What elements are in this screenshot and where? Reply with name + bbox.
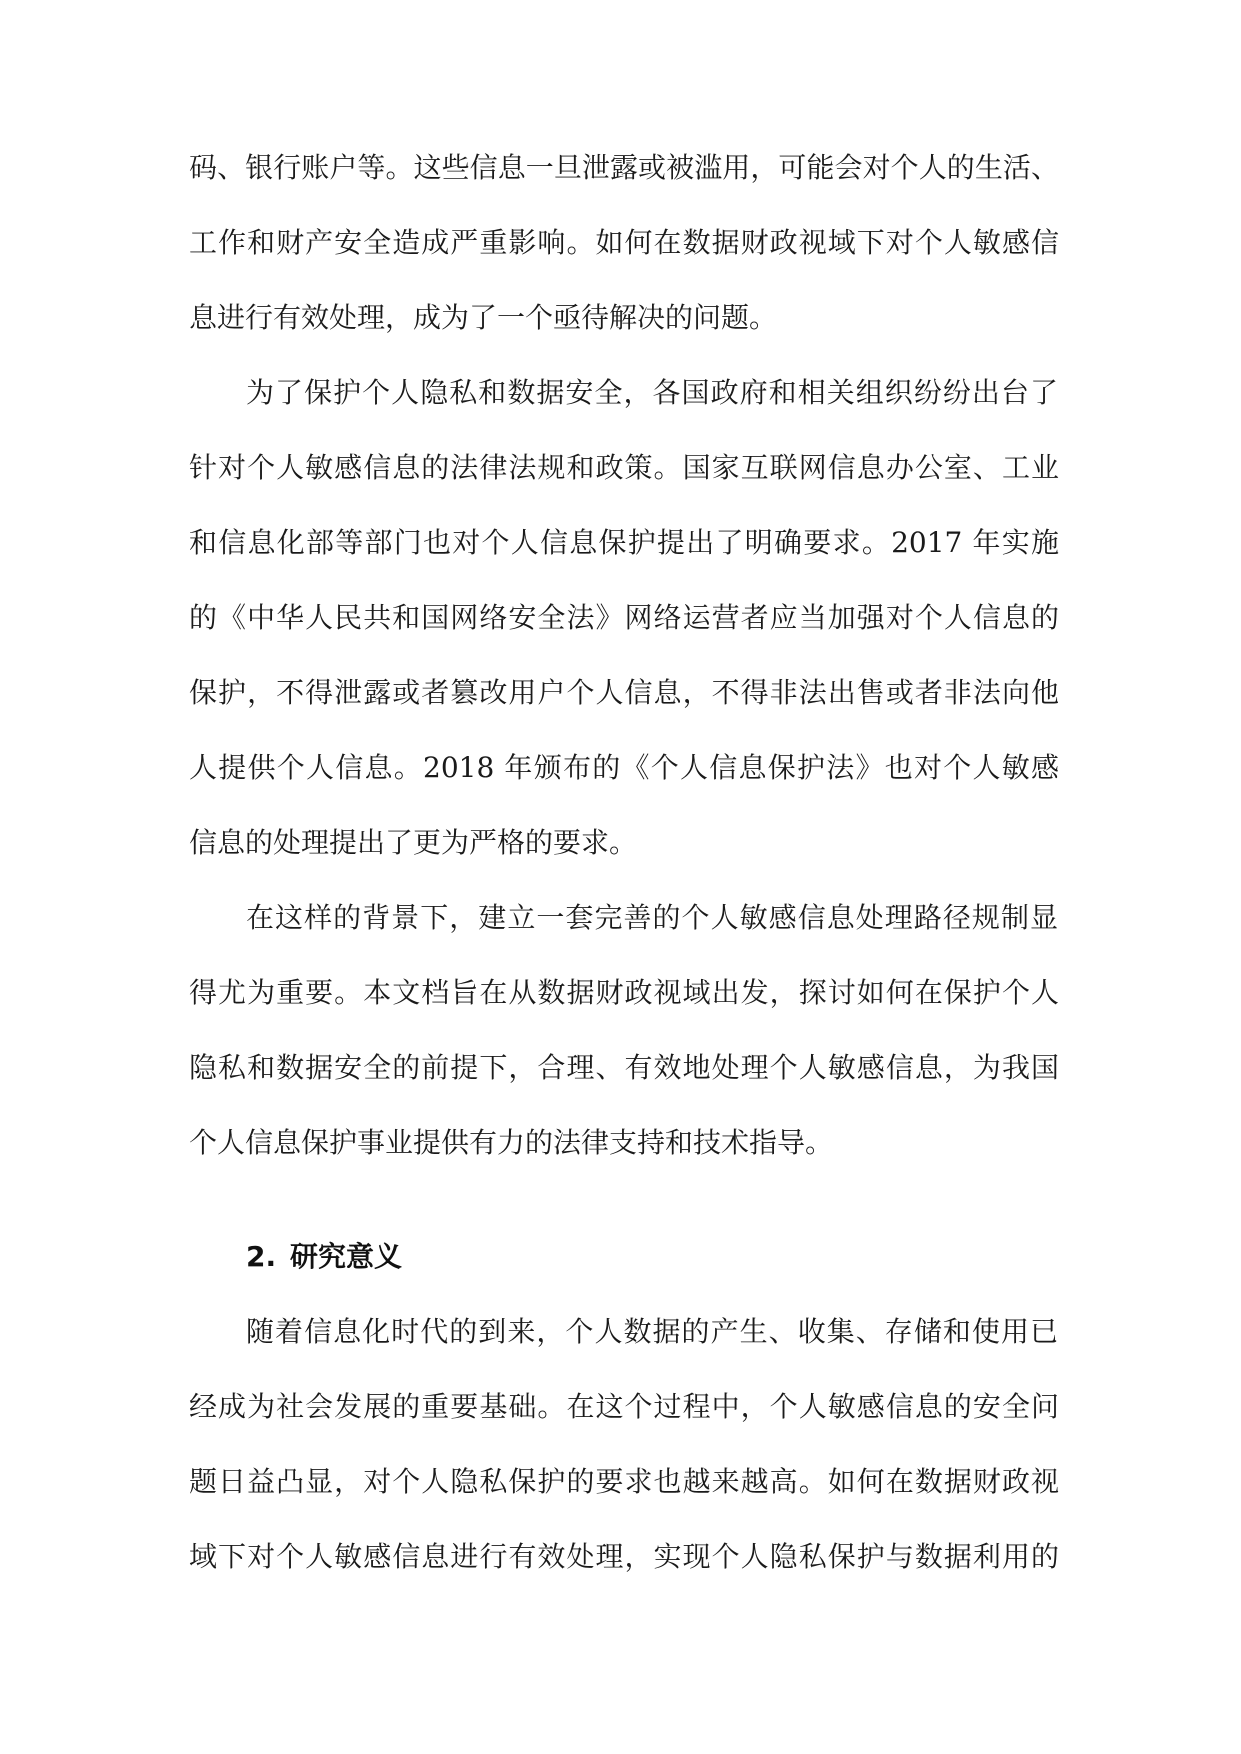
paragraph-2-line-6: 人提供个人信息。2018 年颁布的《个人信息保护法》也对个人敏感: [189, 751, 1059, 784]
paragraph-3-line-1: 在这样的背景下，建立一套完善的个人敏感信息处理路径规制显: [246, 901, 1058, 934]
paragraph-3-line-2: 得尤为重要。本文档旨在从数据财政视域出发，探讨如何在保护个人: [189, 976, 1059, 1009]
paragraph-4-line-1: 随着信息化时代的到来，个人数据的产生、收集、存储和使用已: [246, 1315, 1058, 1348]
paragraph-2-line-5: 保护，不得泄露或者篡改用户个人信息，不得非法出售或者非法向他: [189, 676, 1059, 709]
paragraph-3-line-4: 个人信息保护事业提供有力的法律支持和技术指导。: [189, 1126, 834, 1159]
paragraph-4-line-4: 域下对个人敏感信息进行有效处理，实现个人隐私保护与数据利用的: [189, 1540, 1059, 1573]
paragraph-1-line-2: 工作和财产安全造成严重影响。如何在数据财政视域下对个人敏感信: [189, 226, 1059, 259]
paragraph-3-line-3: 隐私和数据安全的前提下，合理、有效地处理个人敏感信息，为我国: [189, 1051, 1059, 1084]
section-heading: [246, 1237, 402, 1277]
paragraph-4-line-3: 题日益凸显，对个人隐私保护的要求也越来越高。如何在数据财政视: [189, 1465, 1059, 1498]
paragraph-2-line-3: 和信息化部等部门也对个人信息保护提出了明确要求。2017 年实施: [189, 526, 1059, 559]
paragraph-2-line-7: 信息的处理提出了更为严格的要求。: [189, 826, 638, 859]
section-number: 2.: [246, 1240, 277, 1273]
paragraph-4-line-2: 经成为社会发展的重要基础。在这个过程中，个人敏感信息的安全问: [189, 1390, 1059, 1423]
section-title: 研究意义: [290, 1240, 403, 1273]
paragraph-2-line-4: 的《中华人民共和国网络安全法》网络运营者应当加强对个人信息的: [189, 601, 1059, 634]
paragraph-1-line-1: 码、银行账户等。这些信息一旦泄露或被滥用，可能会对个人的生活、: [189, 151, 1059, 184]
paragraph-1-line-3: 息进行有效处理，成为了一个亟待解决的问题。: [189, 301, 778, 334]
paragraph-2-line-1: 为了保护个人隐私和数据安全，各国政府和相关组织纷纷出台了: [246, 376, 1058, 409]
paragraph-2-line-2: 针对个人敏感信息的法律法规和政策。国家互联网信息办公室、工业: [189, 451, 1059, 484]
